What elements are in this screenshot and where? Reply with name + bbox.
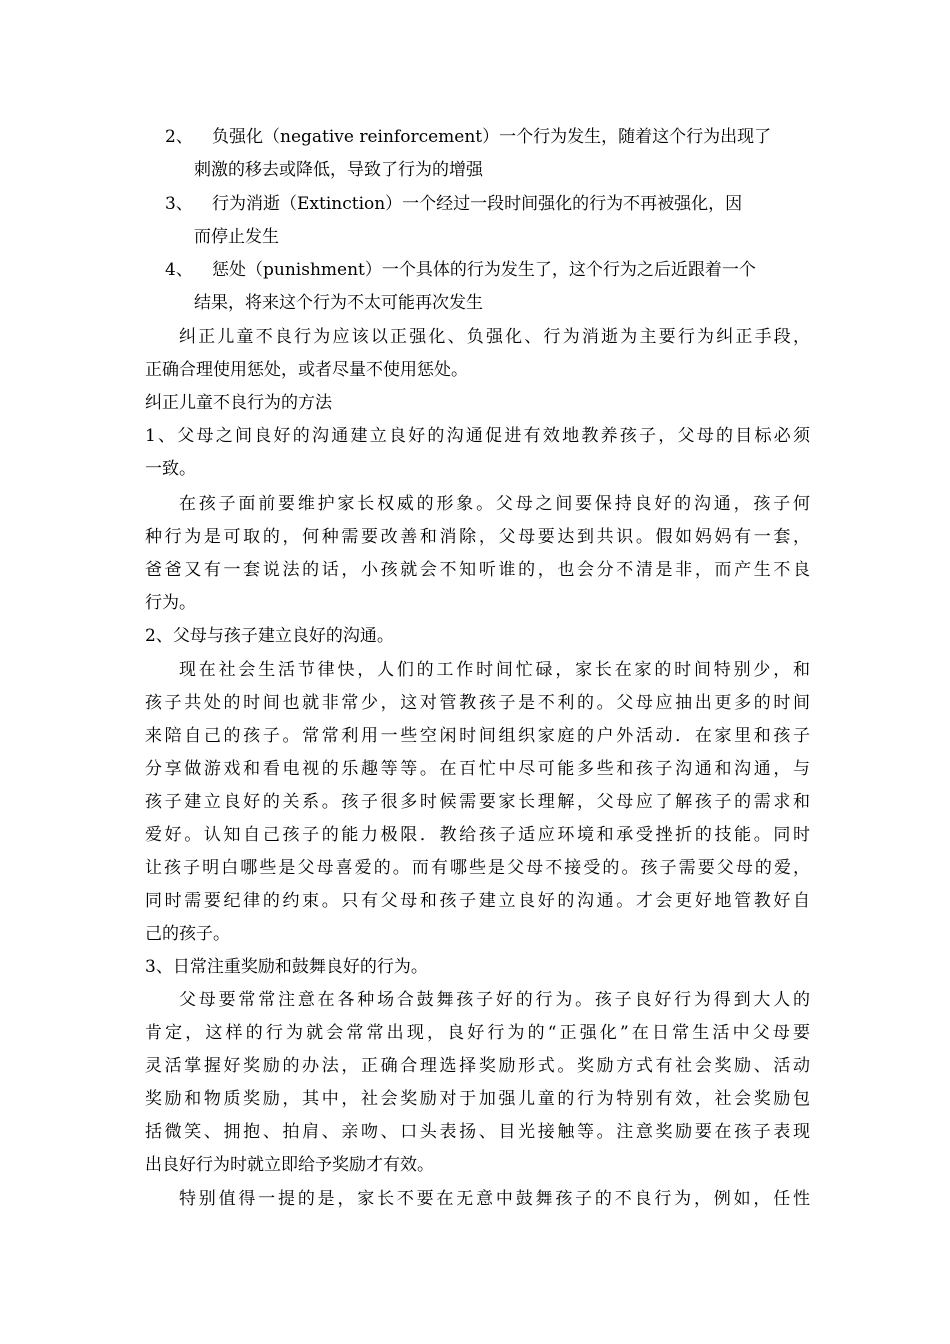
paragraph-line: 灵活掌握好奖励的办法，正确合理选择奖励形式。奖励方式有社会奖励、活动 xyxy=(145,1056,810,1076)
paragraph-parent-authority xyxy=(145,488,810,620)
heading-line: 一致。 xyxy=(145,459,196,479)
paragraph-line: 行为。 xyxy=(145,593,196,613)
list-item-text-line: 负强化（negative reinforcement）一个行为发生，随着这个行为出现了 xyxy=(212,127,772,147)
summary-paragraph xyxy=(145,321,810,387)
heading-parent-communication xyxy=(145,420,810,486)
paragraph-line: 种行为是可取的，何种需要改善和消除，父母要达到共识。假如妈妈有一套， xyxy=(145,527,810,547)
list-item-text-line: 刺激的移去或降低，导致了行为的增强 xyxy=(194,160,483,180)
paragraph-line: 来陪自己的孩子。常常利用一些空闲时间组织家庭的户外活动．在家里和孩子 xyxy=(145,726,810,746)
paragraph-line: 父母要常常注意在各种场合鼓舞孩子好的行为。孩子良好行为得到大人的 xyxy=(179,990,810,1010)
heading-line: 2、父母与孩子建立良好的沟通。 xyxy=(145,626,394,646)
list-item-text-line: 行为消逝（Extinction）一个经过一段时间强化的行为不再被强化，因 xyxy=(212,194,743,214)
paragraph-line: 让孩子明白哪些是父母喜爱的。而有哪些是父母不接受的。孩子需要父母的爱， xyxy=(145,858,810,878)
paragraph-line: 特别值得一提的是，家长不要在无意中鼓舞孩子的不良行为，例如，任性 xyxy=(179,1189,810,1209)
paragraph-line: 正确合理使用惩处，或者尽量不使用惩处。 xyxy=(145,360,468,380)
paragraph-line: 现在社会生活节律快，人们的工作时间忙碌，家长在家的时间特别少，和 xyxy=(179,660,810,680)
section-title xyxy=(145,387,810,420)
paragraph-line: 爸爸又有一套说法的话，小孩就会不知听谁的，也会分不清是非，而产生不良 xyxy=(145,560,810,580)
paragraph-line: 孩子共处的时间也就非常少，这对管教孩子是不利的。父母应抽出更多的时间 xyxy=(145,693,810,713)
paragraph-avoid-encouraging-bad-behavior xyxy=(145,1183,810,1216)
section-title-text: 纠正儿童不良行为的方法 xyxy=(145,393,332,413)
list-item-text-line: 而停止发生 xyxy=(194,227,279,247)
paragraph-line: 括微笑、拥抱、拍肩、亲吻、口头表扬、目光接触等。注意奖励要在孩子表现 xyxy=(145,1122,810,1142)
paragraph-line: 分享做游戏和看电视的乐趣等等。在百忙中尽可能多些和孩子沟通和沟通，与 xyxy=(145,759,810,779)
list-item-number: 4、 xyxy=(165,260,193,280)
heading-line: 1、父母之间良好的沟通建立良好的沟通促进有效地教养孩子，父母的目标必须 xyxy=(145,426,810,446)
list-item-text-line: 结果，将来这个行为不太可能再次发生 xyxy=(194,293,483,313)
paragraph-line: 肯定，这样的行为就会常常出现，良好行为的“正强化”在日常生活中父母要 xyxy=(145,1023,810,1043)
paragraph-rewards xyxy=(145,984,810,1182)
paragraph-line: 奖励和物质奖励，其中，社会奖励对于加强儿童的行为特别有效，社会奖励包 xyxy=(145,1089,810,1109)
list-item-number: 3、 xyxy=(165,194,193,214)
heading-reward-behavior xyxy=(145,951,810,984)
paragraph-line: 纠正儿童不良行为应该以正强化、负强化、行为消逝为主要行为纠正手段， xyxy=(179,327,810,347)
paragraph-line: 在孩子面前要维护家长权威的形象。父母之间要保持良好的沟通，孩子何 xyxy=(179,494,810,514)
paragraph-line: 孩子建立良好的关系。孩子很多时候需要家长理解，父母应了解孩子的需求和 xyxy=(145,792,810,812)
paragraph-line: 同时需要纪律的约束。只有父母和孩子建立良好的沟通。才会更好地管教好自 xyxy=(145,891,810,911)
heading-line: 3、日常注重奖励和鼓舞良好的行为。 xyxy=(145,957,428,977)
heading-parent-child-communication xyxy=(145,620,810,653)
paragraph-line: 出良好行为时就立即给予奖励才有效。 xyxy=(145,1155,434,1175)
list-item-text-line: 惩处（punishment）一个具体的行为发生了，这个行为之后近跟着一个 xyxy=(212,260,756,280)
paragraph-line: 己的孩子。 xyxy=(145,924,230,944)
paragraph-line: 爱好。认知自己孩子的能力极限．教给孩子适应环境和承受挫折的技能。同时 xyxy=(145,825,810,845)
list-item-number: 2、 xyxy=(165,127,193,147)
paragraph-family-time xyxy=(145,654,810,951)
